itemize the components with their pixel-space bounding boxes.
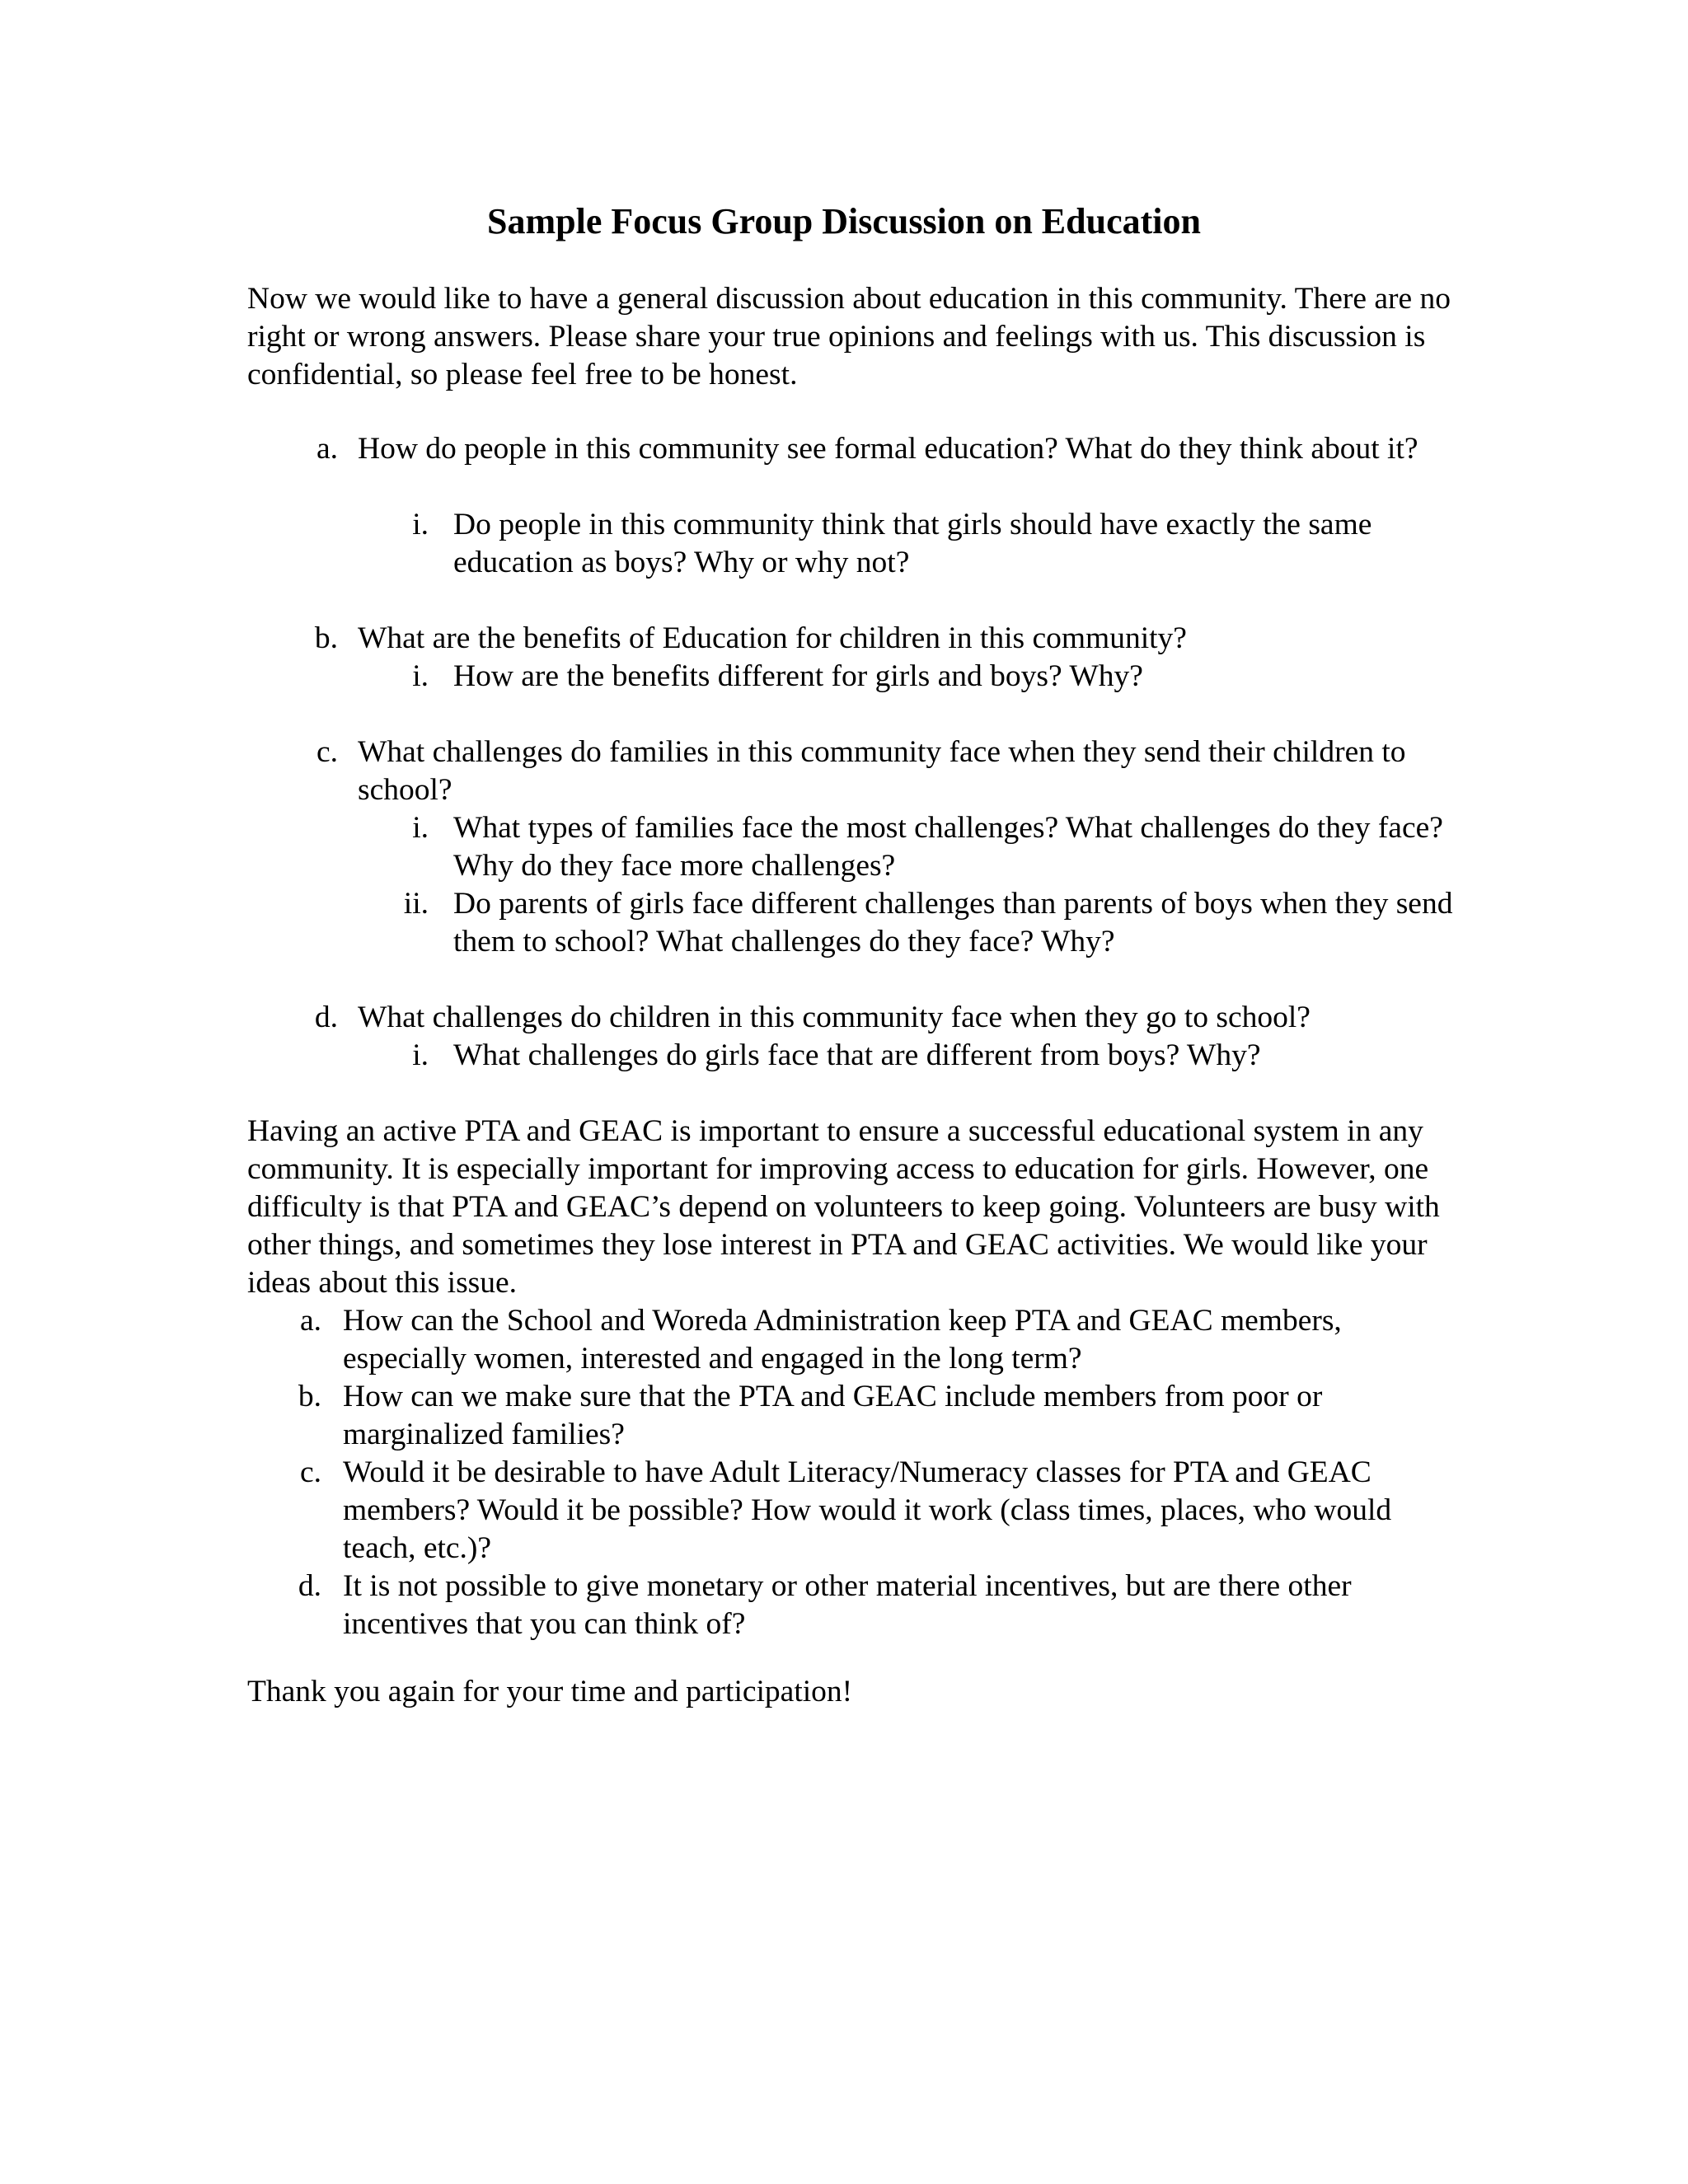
pta-question-text: It is not possible to give monetary or other material incentives, but are there other incentives that you can think of? — [343, 1569, 1352, 1641]
sub-question-text: What challenges do girls face that are different from boys? Why? — [453, 1038, 1261, 1072]
pta-question-text: How can the School and Woreda Administration keep PTA and GEAC members, especially women, interested and engaged in the long term? — [343, 1304, 1342, 1376]
intro-paragraph: Now we would like to have a general discussion about education in this community. There are no right or wrong answers. Please share your true opinions and feelings with us. This discussion is confidential, so please feel free to be honest. — [247, 282, 1451, 391]
list-marker: a. — [299, 1304, 321, 1338]
document-title: Sample Focus Group Discussion on Education — [487, 201, 1201, 241]
closing-line: Thank you again for your time and participation! — [247, 1675, 853, 1708]
list-marker: c. — [299, 1455, 321, 1489]
sub-question-text: What types of families face the most challenges? What challenges do they face? Why do they face more challenges? — [453, 811, 1443, 883]
list-marker: b. — [314, 621, 338, 655]
pta-question-text: How can we make sure that the PTA and GEAC include members from poor or marginalized families? — [343, 1380, 1323, 1451]
list-marker: i. — [412, 508, 429, 541]
list-marker: b. — [298, 1380, 321, 1413]
list-marker: i. — [412, 659, 429, 693]
list-marker: d. — [314, 1001, 338, 1034]
list-marker: ii. — [403, 887, 429, 921]
question-text: What challenges do children in this community face when they go to school? — [358, 1001, 1311, 1034]
sub-question-text: How are the benefits different for girls and boys? Why? — [453, 659, 1143, 693]
sub-question-text: Do parents of girls face different challenges than parents of boys when they send them to school? What challenges do they face? Why? — [453, 887, 1453, 958]
list-marker: c. — [316, 735, 338, 769]
sub-question-text: Do people in this community think that girls should have exactly the same education as boys? Why or why not? — [453, 508, 1372, 579]
list-marker: i. — [412, 811, 429, 845]
question-text: How do people in this community see formal education? What do they think about it? — [358, 432, 1418, 466]
pta-question-text: Would it be desirable to have Adult Literacy/Numeracy classes for PTA and GEAC members? Would it be possible? How would it work (class times, places, who would teach, etc.)? — [343, 1455, 1392, 1565]
question-text: What challenges do families in this community face when they send their children to school? — [358, 735, 1406, 807]
list-marker: d. — [298, 1569, 321, 1603]
list-marker: a. — [316, 432, 338, 466]
pta-paragraph: Having an active PTA and GEAC is important to ensure a successful educational system in any community. It is especially important for improving access to education for girls. However, one difficulty is that PTA and GEAC’s depend on volunteers to keep going. Volunteers are busy with other things, and sometimes they lose interest in PTA and GEAC activities. We would like your ideas about this issue. — [247, 1114, 1440, 1300]
question-text: What are the benefits of Education for children in this community? — [358, 621, 1187, 655]
list-marker: i. — [412, 1038, 429, 1072]
